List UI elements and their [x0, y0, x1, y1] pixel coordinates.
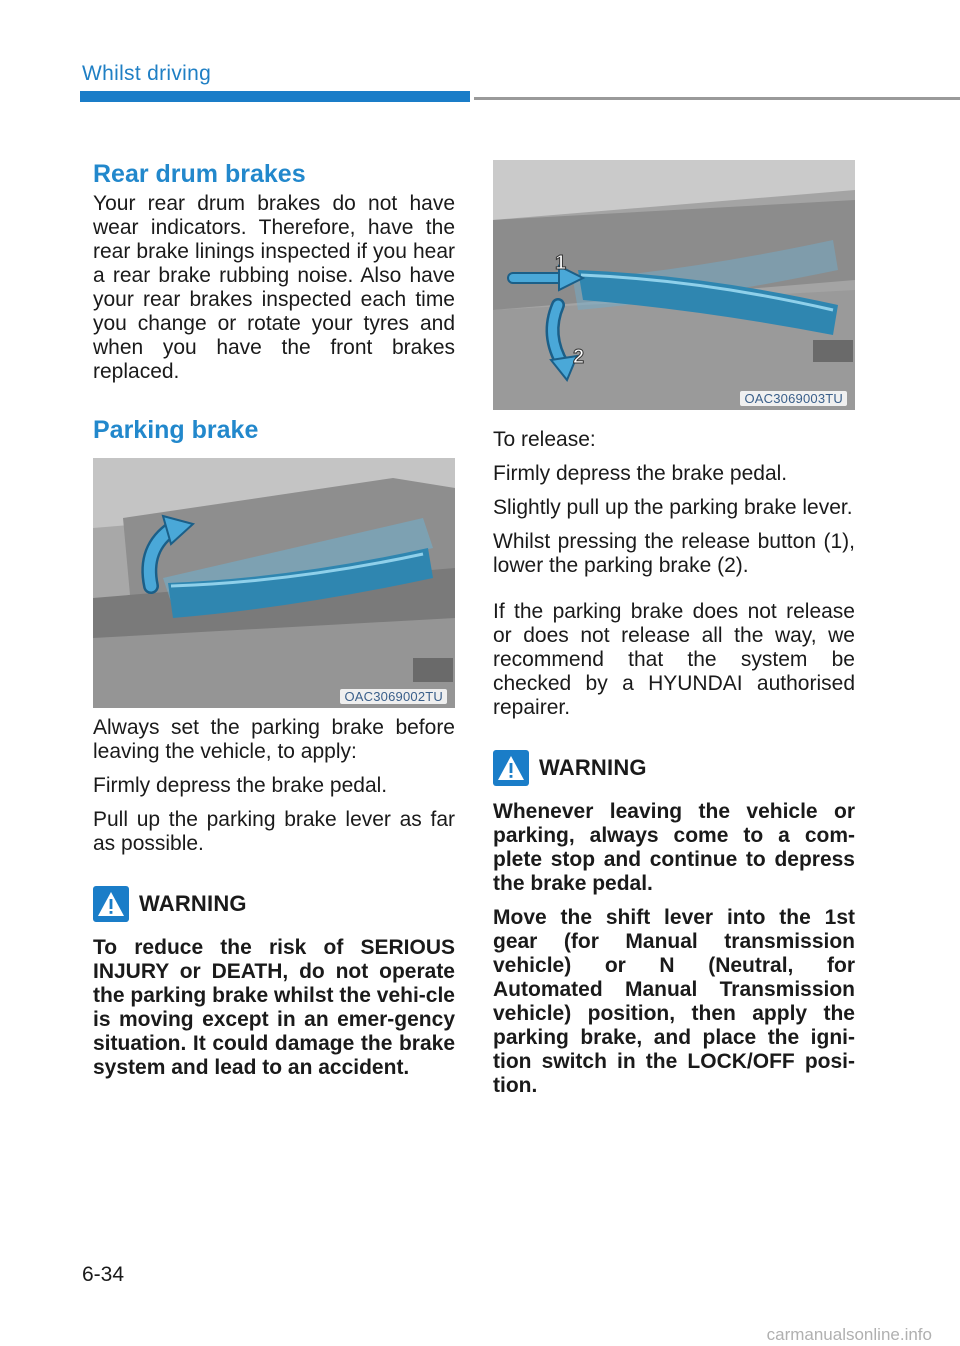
warning-body-1: Whenever leaving the vehicle or parking, always come to a com-plete stop and continue to depress the brake pedal. — [493, 800, 855, 895]
release-intro: To release: — [493, 428, 596, 451]
page-number: 6-34 — [82, 1263, 125, 1286]
release-step-2: Slightly pull up the parking brake lever. — [493, 496, 853, 519]
apply-step-2: Pull up the parking brake lever as far as possible. — [93, 808, 455, 855]
left-column — [93, 158, 455, 1080]
section-title: Whilst driving — [82, 62, 212, 85]
warning-header — [493, 750, 855, 786]
parking-brake-release-figure — [493, 160, 855, 410]
warning-triangle-icon — [93, 886, 129, 922]
callout-label-2: 2 — [573, 346, 585, 368]
release-step-1: Firmly depress the brake pedal. — [493, 462, 788, 485]
rear-drum-paragraph: Your rear drum brakes do not have wear indicators. Therefore, have the rear brake linings inspected if you hear a rear brake rubbing noise. Also have your rear brakes inspected each time you change or rotate your tyres and when you have the front brakes replaced. — [93, 192, 455, 383]
right-column — [493, 160, 855, 1098]
warning-body-2: Move the shift lever into the 1st gear (for Manual transmission vehicle) or N (Neutral, for Automated Manual Transmission vehicle) position, then apply the parking brake, and place the igni-tion switch in the LOCK/OFF posi-tion. — [493, 906, 855, 1097]
apply-step-1: Firmly depress the brake pedal. — [93, 774, 388, 797]
watermark: carmanualsonline.info — [766, 1325, 932, 1344]
figure-caption: OAC3069002TU — [340, 689, 447, 704]
warning-title: WARNING — [139, 891, 247, 916]
warning-triangle-icon — [493, 750, 529, 786]
parking-brake-apply-figure — [93, 458, 455, 708]
callout-label-1: 1 — [555, 252, 567, 274]
parking-brake-heading: Parking brake — [93, 416, 259, 444]
header-rule — [474, 97, 960, 100]
apply-intro: Always set the parking brake before leaving the vehicle, to apply: — [93, 716, 455, 763]
release-step-3: Whilst pressing the release button (1), lower the parking brake (2). — [493, 530, 855, 577]
release-note: If the parking brake does not release or does not release all the way, we recommend that the system be checked by a HYUNDAI authorised repairer. — [493, 600, 855, 719]
warning-title: WARNING — [539, 755, 647, 780]
warning-body: To reduce the risk of SERIOUS INJURY or DEATH, do not operate the parking brake whilst the vehi-cle is moving except in an emer-gency situation. It could damage the brake system and lead to an accident. — [93, 936, 455, 1079]
figure-illustration — [493, 160, 855, 410]
figure-illustration — [93, 458, 455, 708]
header-accent-bar — [80, 91, 470, 102]
rear-drum-heading: Rear drum brakes — [93, 160, 306, 188]
warning-header — [93, 886, 455, 922]
figure-caption: OAC3069003TU — [740, 391, 847, 406]
